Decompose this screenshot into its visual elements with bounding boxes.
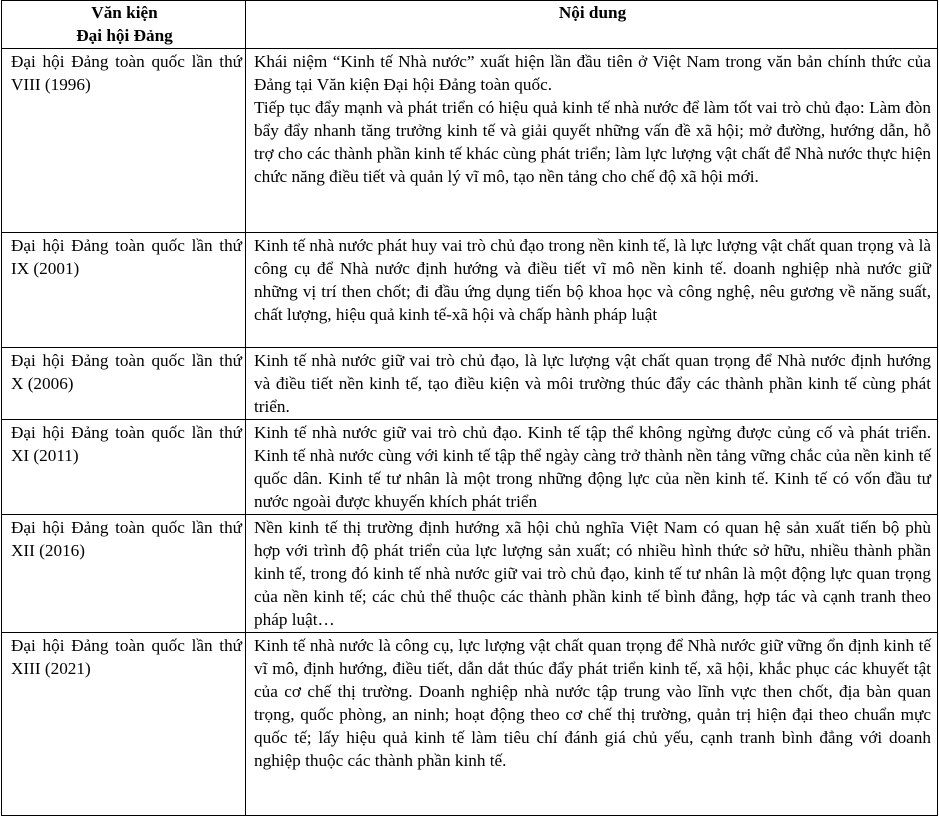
content-paragraph: Kinh tế nhà nước giữ vai trò chủ đạo, là lực lượng vật chất quan trọng để Nhà nước định hướng và điều tiết nền kinh tế, tạo điều kiện và môi trường thúc đẩy các thành phần kinh tế cùng phát triển.: [254, 351, 931, 416]
table-row: [2, 420, 938, 515]
congress-cell: Đại hội Đảng toàn quốc lần thứ XI (2011): [2, 420, 246, 515]
table-row: [2, 633, 938, 816]
content-cell: [246, 515, 938, 633]
table-row: [2, 233, 938, 348]
congress-cell: Đại hội Đảng toàn quốc lần thứ X (2006): [2, 348, 246, 420]
table-row: [2, 348, 938, 420]
table-row: [2, 515, 938, 633]
content-cell: [246, 348, 938, 420]
content-paragraph: Nền kinh tế thị trường định hướng xã hội chủ nghĩa Việt Nam có quan hệ sản xuất tiến bộ phù hợp với trình độ phát triển của lực lượng sản xuất; có nhiều hình thức sở hữu, nhiều thành phần kinh tế, trong đó kinh tế nhà nước giữ vai trò chủ đạo, kinh tế tư nhân là một động lực quan trọng của nền kinh tế; các chủ thể thuộc các thành phần kinh tế bình đẳng, hợp tác và cạnh tranh theo pháp luật…: [254, 518, 931, 629]
table-row: [2, 49, 938, 233]
header-content-column: Nội dung: [246, 1, 938, 49]
congress-cell: Đại hội Đảng toàn quốc lần thứ IX (2001): [2, 233, 246, 348]
header-document-line1: Văn kiện: [91, 3, 158, 22]
content-paragraph: Khái niệm “Kinh tế Nhà nước” xuất hiện lần đầu tiên ở Việt Nam trong văn bản chính thức của Đảng tại Văn kiện Đại hội Đảng toàn quốc.: [254, 52, 931, 94]
congress-documents-table: [1, 0, 938, 816]
header-row: [2, 1, 938, 49]
content-paragraph: Kinh tế nhà nước phát huy vai trò chủ đạo trong nền kinh tế, là lực lượng vật chất quan trọng và là công cụ để Nhà nước định hướng và điều tiết vĩ mô nền kinh tế. doanh nghiệp nhà nước giữ những vị trí then chốt; đi đầu ứng dụng tiến bộ khoa học và công nghệ, nêu gương về năng suất, chất lượng, hiệu quả kinh tế-xã hội và chấp hành pháp luật: [254, 236, 931, 324]
content-paragraph: Kinh tế nhà nước giữ vai trò chủ đạo. Kinh tế tập thể không ngừng được củng cố và phát triển. Kinh tế nhà nước cùng với kinh tế tập thể ngày càng trở thành nền tảng vững chắc của nền kinh tế quốc dân. Kinh tế tư nhân là một trong những động lực của nền kinh tế. Kinh tế có vốn đầu tư nước ngoài được khuyến khích phát triển: [254, 423, 931, 511]
content-cell: [246, 420, 938, 515]
congress-cell: Đại hội Đảng toàn quốc lần thứ VIII (1996): [2, 49, 246, 233]
content-paragraph: Kinh tế nhà nước là công cụ, lực lượng vật chất quan trọng để Nhà nước giữ vững ổn định kinh tế vĩ mô, định hướng, điều tiết, dẫn dắt thúc đẩy phát triển kinh tế, xã hội, khắc phục các khuyết tật của cơ chế thị trường. Doanh nghiệp nhà nước tập trung vào lĩnh vực then chốt, địa bàn quan trọng, quốc phòng, an ninh; hoạt động theo cơ chế thị trường, quản trị hiện đại theo chuẩn mực quốc tế; lấy hiệu quả kinh tế làm tiêu chí đánh giá chủ yếu, cạnh tranh bình đẳng với doanh nghiệp thuộc các thành phần kinh tế.: [254, 636, 931, 770]
header-document-column: [2, 1, 246, 49]
content-cell: [246, 633, 938, 816]
content-paragraph: Tiếp tục đẩy mạnh và phát triển có hiệu quả kinh tế nhà nước để làm tốt vai trò chủ đạo: Làm đòn bẩy đẩy nhanh tăng trưởng kinh tế và giải quyết những vấn đề xã hội; mở đường, hướng dẫn, hỗ trợ cho các thành phần kinh tế khác cùng phát triển; làm lực lượng vật chất để Nhà nước thực hiện chức năng điều tiết và quản lý vĩ mô, tạo nền tảng cho chế độ xã hội mới.: [254, 98, 931, 186]
header-document-line2: Đại hội Đảng: [76, 26, 173, 45]
congress-cell: Đại hội Đảng toàn quốc lần thứ XIII (2021): [2, 633, 246, 816]
content-cell: [246, 233, 938, 348]
congress-cell: Đại hội Đảng toàn quốc lần thứ XII (2016): [2, 515, 246, 633]
content-cell: [246, 49, 938, 233]
